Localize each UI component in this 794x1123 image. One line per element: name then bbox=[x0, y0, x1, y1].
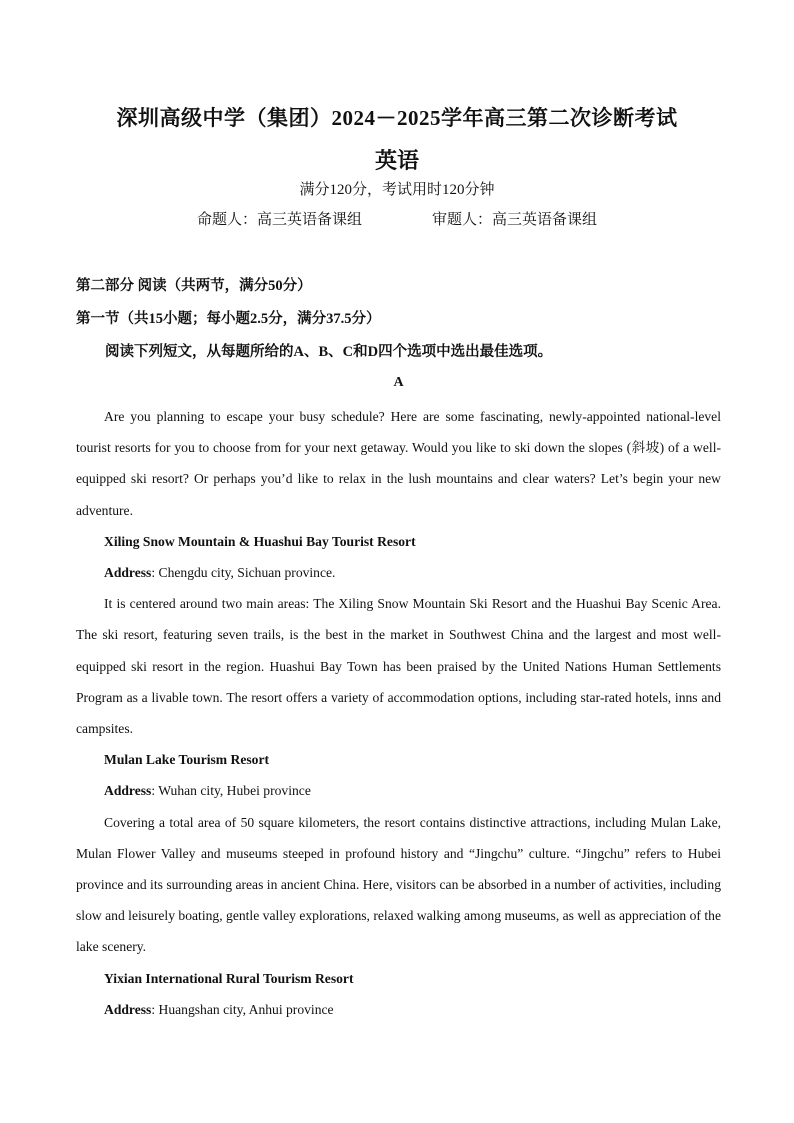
resort-address bbox=[76, 994, 721, 1025]
section-heading: 第一节（共15小题；每小题2.5分，满分37.5分） bbox=[76, 311, 381, 327]
address-label: Address bbox=[104, 783, 152, 799]
instruction-text: 阅读下列短文，从每题所给的A、B、C和D四个选项中选出最佳选项。 bbox=[105, 344, 553, 360]
address-value: : Chengdu city, Sichuan province. bbox=[151, 565, 336, 581]
resort-name: Yixian International Rural Tourism Resort bbox=[104, 970, 354, 986]
reviewer-label: 审题人：高三英语备课组 bbox=[432, 212, 598, 228]
subject-title: 英语 bbox=[374, 148, 419, 173]
exam-title: 深圳高级中学（集团）2024－2025学年高三第二次诊断考试 bbox=[116, 106, 678, 130]
address-label: Address bbox=[104, 565, 152, 581]
address-label: Address bbox=[104, 1001, 152, 1017]
resort-description: It is centered around two main areas: The Xiling Snow Mountain Ski Resort and the Huashui Bay Scenic Area. The ski resort, featuring seven trails, is the best in the market in Southwest China and the largest and most well-equipped ski resort in the region. Huashui Bay Town has been praised by the United Nations Human Settlements Program as a livable town. The resort offers a variety of accommodation options, including star-rated hotels, inns and campsites. bbox=[76, 596, 721, 737]
setter-label: 命题人：高三英语备课组 bbox=[196, 212, 362, 228]
exam-body bbox=[76, 276, 721, 1025]
part-heading: 第二部分 阅读（共两节，满分50分） bbox=[76, 278, 312, 294]
exam-authors bbox=[0, 208, 794, 229]
passage-letter: A bbox=[393, 375, 404, 390]
resort-name: Xiling Snow Mountain & Huashui Bay Tourist Resort bbox=[104, 533, 416, 549]
resort-address bbox=[76, 557, 721, 588]
resort-name: Mulan Lake Tourism Resort bbox=[104, 752, 270, 768]
resort-address bbox=[76, 775, 721, 806]
address-value: : Huangshan city, Anhui province bbox=[151, 1001, 334, 1017]
exam-meta: 满分120分，考试用时120分钟 bbox=[299, 182, 495, 198]
resort-description: Covering a total area of 50 square kilometers, the resort contains distinctive attractions, including Mulan Lake, Mulan Flower Valley and museums steeped in profound history and “Jingchu” culture. “Jingchu” refers to Hubei province and its surrounding areas in ancient China. Here, visitors can be absorbed in a number of activities, including slow and leisurely boating, gentle valley explorations, relaxed walking among museums, as well as appreciation of the lake scenery. bbox=[76, 814, 721, 955]
address-value: : Wuhan city, Hubei province bbox=[151, 783, 311, 799]
passage-intro: Are you planning to escape your busy schedule? Here are some fascinating, newly-appointed national-level tourist resorts for you to choose from for your next getaway. Would you like to ski down the slopes (斜坡) of a well-equipped ski resort? Or perhaps you’d like to relax in the lush mountains and clear waters? Let’s begin your new adventure. bbox=[76, 409, 721, 518]
